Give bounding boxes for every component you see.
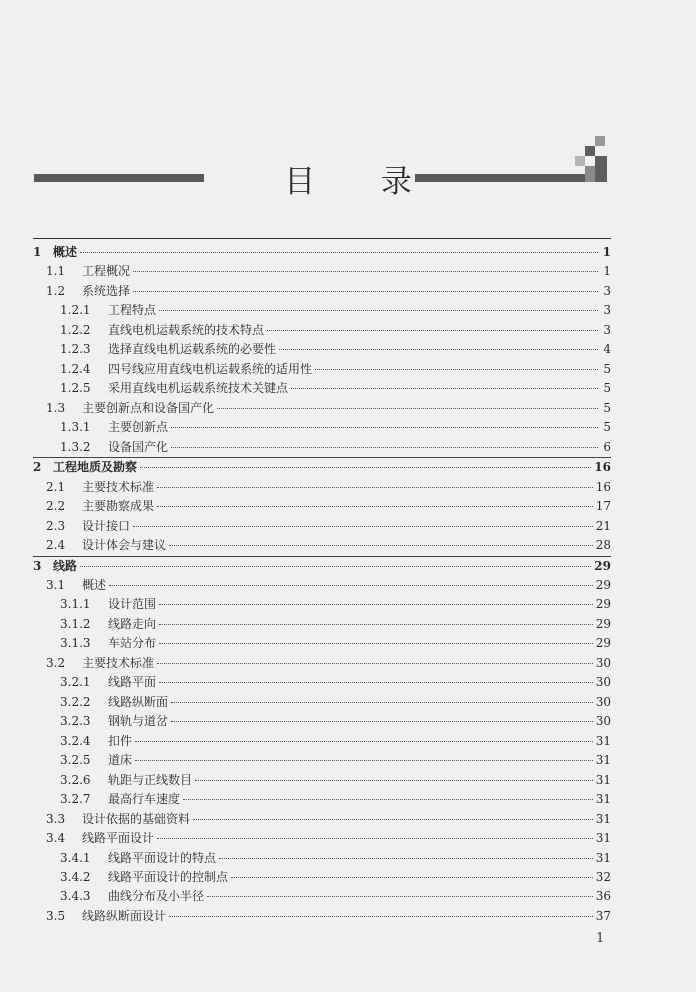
toc-entry-page: 29 (595, 597, 611, 612)
toc-leader-dots (169, 545, 593, 546)
toc-entry-number: 3.2.1 (60, 675, 91, 690)
toc-entry-title: 主要技术标准 (82, 479, 155, 494)
toc-entry-title: 四号线应用直线电机运载系统的适用性 (108, 361, 313, 376)
toc-entry[interactable] (33, 732, 611, 751)
toc-entry-page: 16 (594, 460, 611, 475)
toc-entry-number: 3.2.2 (60, 694, 91, 709)
toc-entry-title: 主要勘察成果 (82, 499, 155, 514)
toc-entry[interactable] (33, 321, 611, 340)
toc-leader-dots (169, 916, 593, 917)
toc-entry-number: 3.1.3 (60, 636, 91, 651)
toc-entry-title: 线路走向 (108, 616, 157, 631)
toc-entry-page: 3 (603, 322, 611, 337)
toc-entry[interactable] (33, 497, 611, 516)
toc-entry-page: 4 (603, 342, 611, 357)
toc-entry-number: 1 (33, 245, 42, 259)
toc-entry-title: 工程地质及勘察 (53, 460, 138, 475)
toc-entry-title: 线路平面 (108, 675, 157, 690)
toc-entry-title: 系统选择 (82, 283, 131, 298)
toc-entry[interactable] (33, 887, 611, 906)
toc-entry[interactable] (33, 379, 611, 398)
toc-entry-page: 16 (595, 479, 611, 494)
toc-entry[interactable] (33, 517, 611, 536)
toc-leader-dots (315, 369, 598, 370)
toc-entry[interactable] (33, 282, 611, 301)
toc-entry-title: 设备国产化 (108, 439, 169, 454)
toc-entry-page: 5 (603, 420, 611, 435)
toc-leader-dots (80, 252, 598, 253)
toc-entry-page: 17 (595, 499, 611, 514)
toc-entry-number: 1.3 (46, 400, 66, 415)
table-of-contents (33, 243, 611, 926)
toc-leader-dots (159, 682, 593, 683)
toc-entry-number: 2.3 (46, 518, 66, 533)
toc-top-rule (33, 238, 611, 239)
toc-leader-dots (157, 487, 593, 488)
toc-leader-dots (80, 566, 591, 567)
toc-leader-dots (159, 310, 598, 311)
toc-entry[interactable] (33, 576, 611, 595)
page-number: 1 (596, 931, 605, 946)
toc-entry-page: 29 (595, 577, 611, 592)
toc-leader-dots (267, 330, 598, 331)
toc-entry[interactable] (33, 360, 611, 379)
toc-entry-number: 3.2.6 (60, 772, 91, 787)
toc-entry-page: 30 (595, 694, 611, 709)
toc-entry-page: 21 (595, 518, 611, 533)
toc-entry-title: 线路平面设计的特点 (108, 850, 217, 865)
toc-entry-number: 1.2.2 (60, 322, 91, 337)
toc-entry[interactable] (33, 536, 611, 555)
toc-leader-dots (171, 702, 593, 703)
toc-entry-page: 31 (595, 772, 611, 787)
toc-entry-title: 线路纵断面 (108, 694, 169, 709)
toc-entry-title: 概述 (82, 577, 107, 592)
toc-entry[interactable] (33, 340, 611, 359)
toc-entry-number: 1.1 (46, 264, 66, 279)
toc-entry[interactable] (33, 868, 611, 887)
toc-entry-number: 2.1 (46, 479, 66, 494)
corner-decoration (595, 136, 605, 146)
toc-entry-number: 1.2.1 (60, 303, 91, 318)
toc-entry-number: 3.2.4 (60, 733, 91, 748)
toc-entry-page: 30 (595, 714, 611, 729)
toc-entry-page: 29 (594, 558, 611, 573)
toc-entry-page: 3 (603, 303, 611, 318)
toc-entry[interactable] (33, 751, 611, 770)
toc-entry[interactable] (33, 829, 611, 848)
toc-entry-title: 直线电机运载系统的技术特点 (108, 322, 265, 337)
toc-leader-dots (291, 388, 598, 389)
toc-entry-title: 设计接口 (82, 518, 131, 533)
toc-entry-title: 主要技术标准 (82, 655, 155, 670)
toc-entry-number: 3.3 (46, 811, 66, 826)
toc-entry-title: 选择直线电机运载系统的必要性 (108, 342, 277, 357)
toc-entry-page: 31 (595, 733, 611, 748)
toc-entry[interactable] (33, 810, 611, 829)
toc-entry-page: 3 (603, 283, 611, 298)
toc-leader-dots (157, 838, 593, 839)
toc-entry-number: 1.2 (46, 283, 66, 298)
toc-entry-page: 36 (595, 889, 611, 904)
toc-entry-page: 28 (595, 538, 611, 553)
toc-entry-page: 1 (602, 245, 611, 259)
toc-entry-page: 29 (595, 616, 611, 631)
toc-leader-dots (159, 643, 593, 644)
toc-leader-dots (133, 291, 598, 292)
toc-entry[interactable] (33, 457, 611, 477)
toc-entry-title: 最高行车速度 (108, 792, 181, 807)
toc-entry[interactable] (33, 301, 611, 320)
toc-entry-page: 30 (595, 675, 611, 690)
toc-entry-number: 3.1.1 (60, 597, 91, 612)
toc-leader-dots (195, 780, 593, 781)
toc-entry-number: 3.4.3 (60, 889, 91, 904)
toc-entry[interactable] (33, 243, 611, 262)
toc-entry-page: 5 (603, 361, 611, 376)
toc-entry-number: 3.4.2 (60, 870, 91, 884)
toc-entry-page: 37 (595, 908, 611, 923)
toc-entry-page: 31 (595, 831, 611, 846)
toc-entry-number: 3.4.1 (60, 850, 91, 865)
toc-leader-dots (157, 663, 593, 664)
toc-entry-number: 3.4 (46, 831, 66, 846)
toc-entry-number: 2.2 (46, 499, 66, 514)
toc-entry-title: 车站分布 (108, 636, 157, 651)
toc-entry-title: 道床 (108, 753, 133, 768)
toc-entry-page: 5 (603, 381, 611, 396)
toc-entry-number: 1.2.5 (60, 381, 91, 396)
toc-entry-number: 3.2.5 (60, 753, 91, 768)
toc-entry[interactable] (33, 771, 611, 790)
toc-entry-page: 29 (595, 636, 611, 651)
toc-leader-dots (193, 819, 593, 820)
toc-entry-title: 轨距与正线数目 (108, 772, 193, 787)
toc-leader-dots (183, 799, 593, 800)
toc-entry[interactable] (33, 478, 611, 497)
toc-entry[interactable] (33, 438, 611, 457)
toc-entry-title: 曲线分布及小半径 (108, 889, 205, 904)
toc-entry[interactable] (33, 673, 611, 692)
toc-entry[interactable] (33, 693, 611, 712)
toc-leader-dots (159, 604, 593, 605)
toc-entry-title: 工程概况 (82, 264, 131, 279)
toc-entry-page: 31 (595, 811, 611, 826)
toc-entry-title: 线路平面设计 (82, 831, 155, 846)
toc-leader-dots (133, 526, 593, 527)
toc-entry-number: 3.1.2 (60, 616, 91, 631)
toc-leader-dots (171, 721, 593, 722)
toc-entry-number: 1.3.2 (60, 439, 91, 454)
toc-entry[interactable] (33, 595, 611, 614)
toc-entry[interactable] (33, 654, 611, 673)
toc-leader-dots (171, 427, 598, 428)
toc-leader-dots (140, 467, 591, 468)
toc-leader-dots (135, 760, 593, 761)
toc-leader-dots (109, 585, 593, 586)
toc-entry[interactable] (33, 849, 611, 868)
toc-leader-dots (133, 271, 598, 272)
toc-entry-title: 设计范围 (108, 597, 157, 612)
toc-leader-dots (207, 896, 593, 897)
toc-entry-page: 1 (603, 264, 611, 279)
toc-entry-title: 主要创新点和设备国产化 (82, 400, 215, 415)
toc-entry-number: 2 (33, 460, 42, 475)
toc-entry-page: 5 (603, 400, 611, 415)
toc-entry-title: 主要创新点 (108, 420, 169, 435)
toc-entry-page: 31 (595, 850, 611, 865)
toc-entry-number: 1.3.1 (60, 420, 91, 435)
toc-leader-dots (231, 877, 593, 878)
toc-entry-title: 线路纵断面设计 (82, 908, 167, 923)
toc-entry[interactable] (33, 418, 611, 437)
toc-entry-number: 3.1 (46, 577, 66, 592)
toc-entry[interactable] (33, 615, 611, 634)
toc-entry[interactable] (33, 712, 611, 731)
toc-entry-number: 3.2 (46, 655, 66, 670)
toc-leader-dots (157, 506, 593, 507)
toc-entry[interactable] (33, 790, 611, 809)
toc-entry[interactable] (33, 399, 611, 418)
corner-decoration (585, 146, 595, 156)
toc-leader-dots (219, 858, 593, 859)
toc-entry-number: 1.2.3 (60, 342, 91, 357)
page-title: 目 录 (284, 164, 440, 200)
toc-entry-title: 钢轨与道岔 (108, 714, 169, 729)
toc-entry[interactable] (33, 907, 611, 926)
toc-entry[interactable] (33, 556, 611, 576)
toc-entry-title: 扣件 (108, 733, 133, 748)
toc-entry-title: 工程特点 (108, 303, 157, 318)
toc-entry-title: 线路 (53, 558, 78, 573)
toc-leader-dots (171, 447, 598, 448)
toc-leader-dots (217, 408, 598, 409)
toc-entry-title: 线路平面设计的控制点 (108, 870, 229, 884)
toc-entry-title: 概述 (53, 245, 78, 259)
toc-leader-dots (135, 741, 593, 742)
toc-entry-title: 设计依据的基础资料 (82, 811, 191, 826)
toc-entry-page: 32 (595, 870, 611, 884)
toc-entry-number: 3.5 (46, 908, 66, 923)
toc-entry-page: 31 (595, 792, 611, 807)
toc-entry-number: 3 (33, 558, 42, 573)
toc-entry-number: 3.2.7 (60, 792, 91, 807)
toc-entry-page: 31 (595, 753, 611, 768)
toc-entry-page: 6 (603, 439, 611, 454)
toc-entry-number: 3.2.3 (60, 714, 91, 729)
toc-entry-number: 1.2.4 (60, 361, 91, 376)
toc-leader-dots (279, 349, 598, 350)
toc-entry-page: 30 (595, 655, 611, 670)
toc-entry-title: 设计体会与建议 (82, 538, 167, 553)
toc-entry-title: 采用直线电机运载系统技术关键点 (108, 381, 289, 396)
toc-entry[interactable] (33, 634, 611, 653)
toc-leader-dots (159, 624, 593, 625)
toc-entry-number: 2.4 (46, 538, 66, 553)
toc-entry[interactable] (33, 262, 611, 281)
